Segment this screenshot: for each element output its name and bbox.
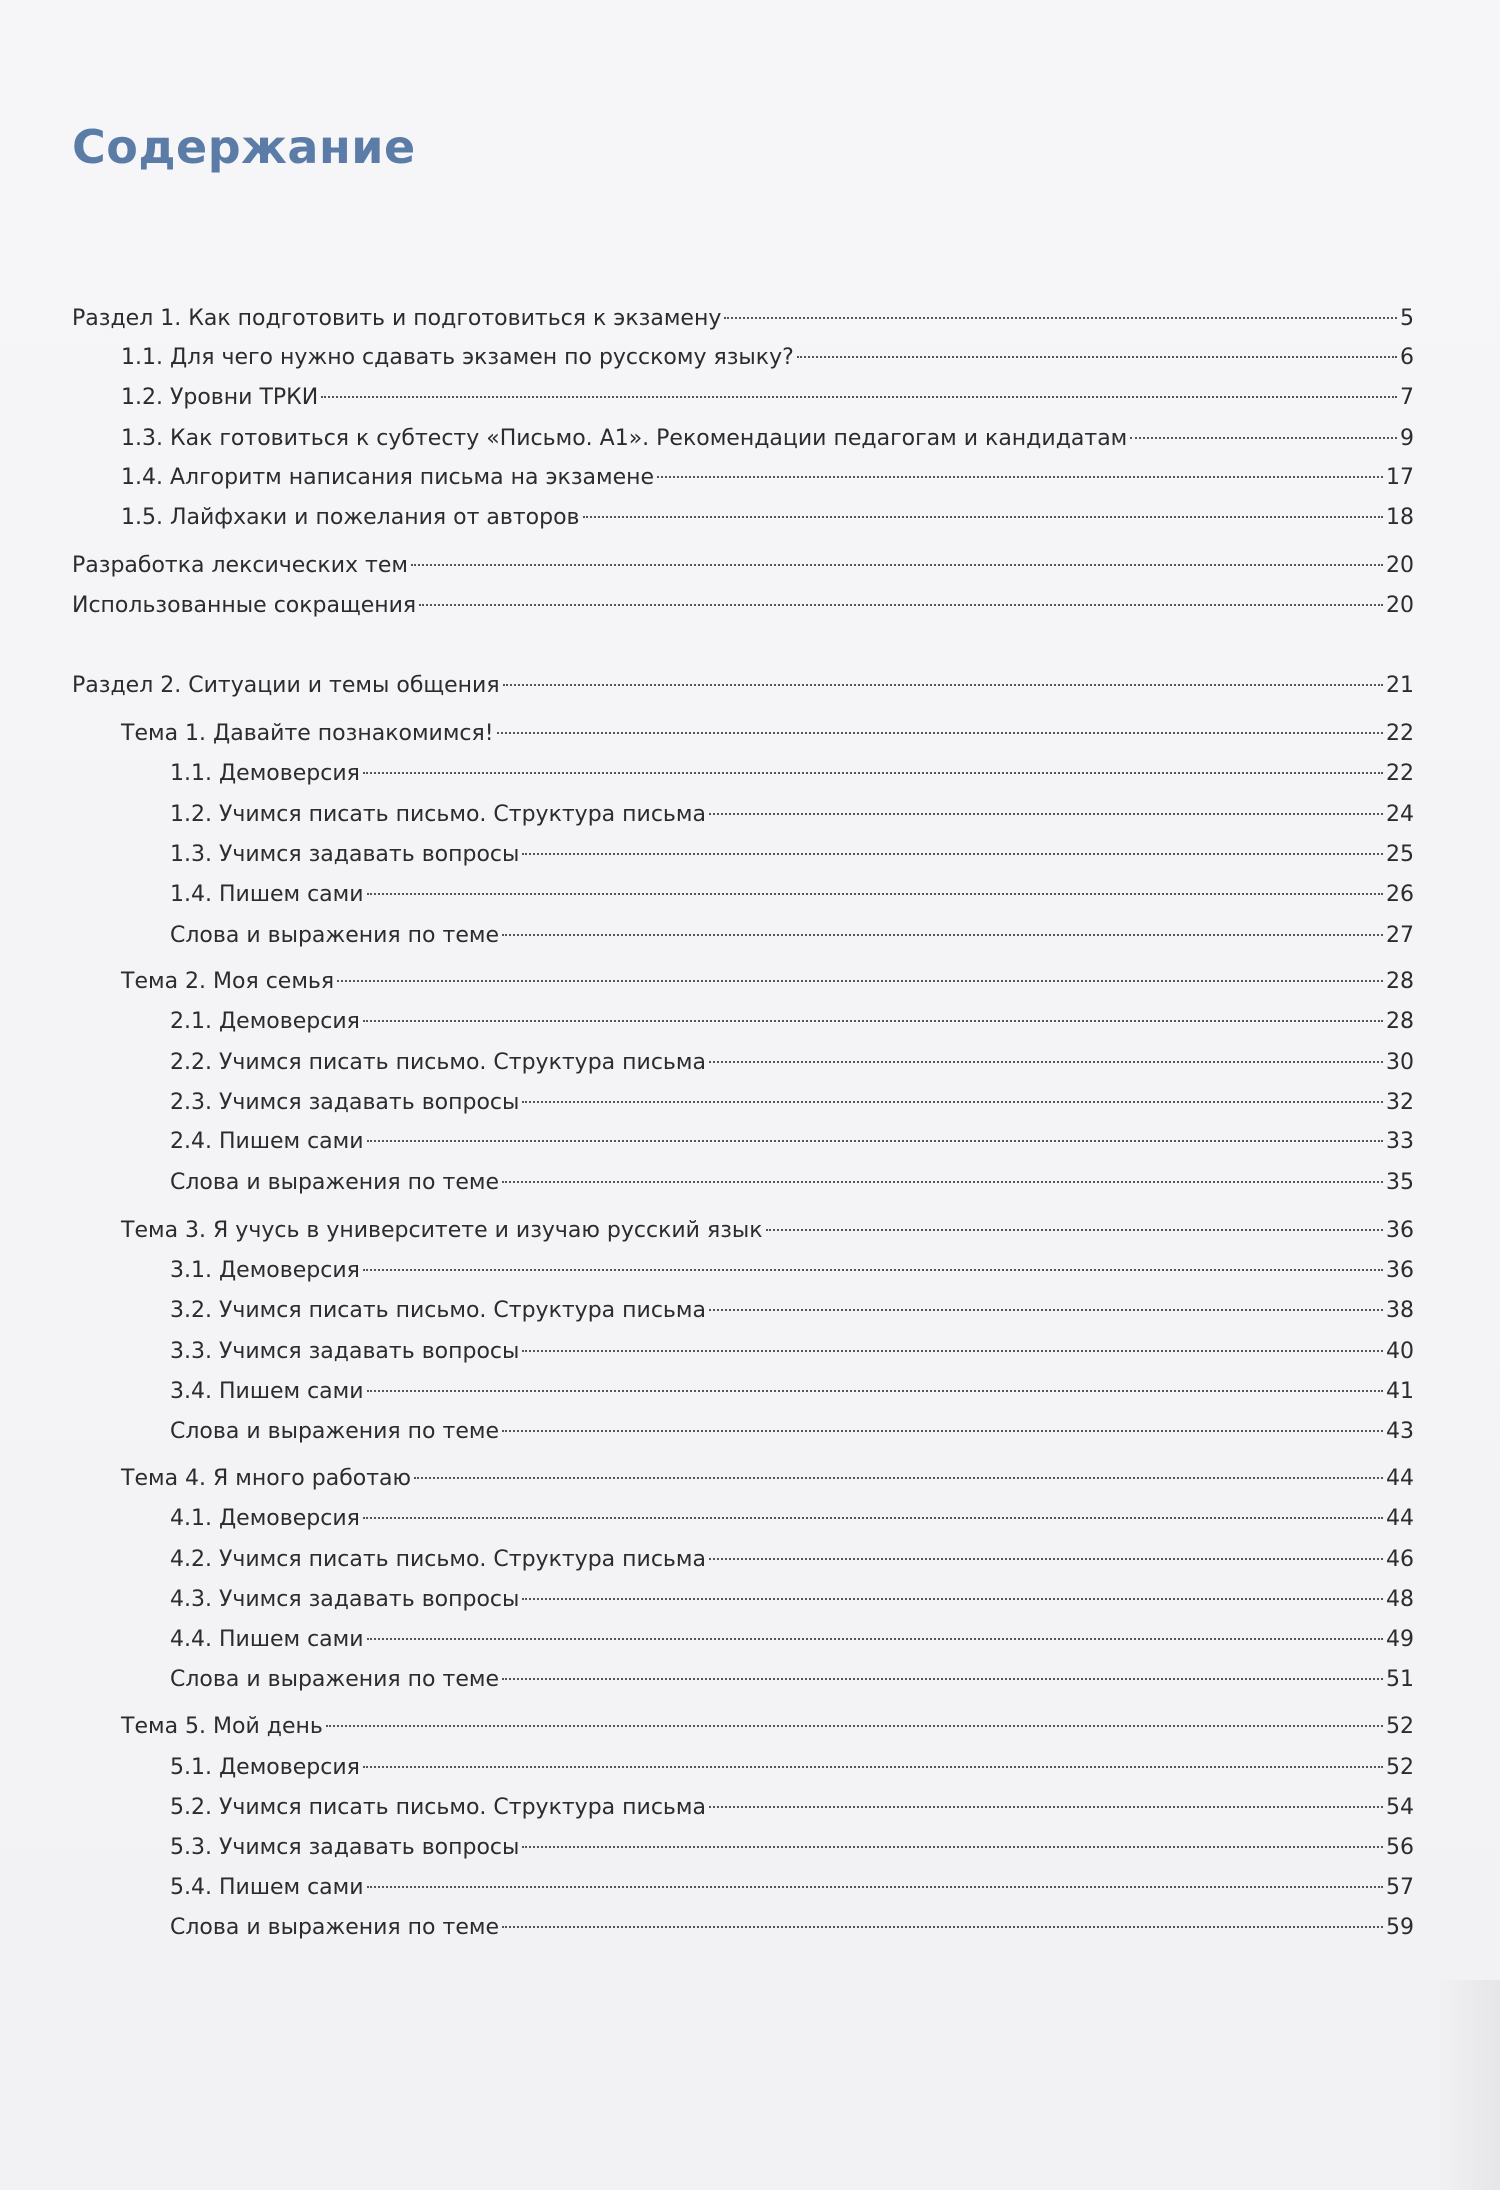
- dot-leader: [363, 772, 1383, 774]
- dot-leader: [503, 684, 1383, 686]
- toc-entry-label: 2.2. Учимся писать письмо. Структура письма: [170, 1050, 706, 1075]
- dot-leader: [709, 1309, 1383, 1311]
- toc-entry: [170, 1873, 1414, 1903]
- toc-entry-page-number: 22: [1386, 721, 1414, 746]
- toc-entry: [170, 759, 1414, 789]
- toc-entry-page-number: 56: [1386, 1835, 1414, 1860]
- dot-leader: [326, 1725, 1383, 1727]
- toc-entry: [170, 1417, 1414, 1447]
- toc-entry-page-number: 48: [1386, 1587, 1414, 1612]
- toc-entry: [121, 343, 1414, 373]
- dot-leader: [367, 1390, 1383, 1392]
- toc-entry: [170, 880, 1414, 910]
- dot-leader: [522, 853, 1383, 855]
- dot-leader: [709, 1061, 1383, 1063]
- toc-entry-label: Раздел 2. Ситуации и темы общения: [72, 673, 500, 698]
- toc-entry-page-number: 28: [1386, 1009, 1414, 1034]
- toc-entry: [72, 304, 1414, 334]
- dot-leader: [363, 1269, 1383, 1271]
- toc-entry-page-number: 51: [1386, 1667, 1414, 1692]
- toc-entry-page-number: 35: [1386, 1170, 1414, 1195]
- dot-leader: [321, 396, 1397, 398]
- toc-entry: [170, 1088, 1414, 1118]
- dot-leader: [522, 1350, 1383, 1352]
- toc-entry: [170, 1127, 1414, 1157]
- dot-leader: [363, 1517, 1383, 1519]
- toc-entry-label: Слова и выражения по теме: [170, 1667, 499, 1692]
- toc-entry-label: 1.2. Учимся писать письмо. Структура письма: [170, 802, 706, 827]
- toc-entry: [170, 1833, 1414, 1863]
- toc-entry-label: 5.3. Учимся задавать вопросы: [170, 1835, 520, 1860]
- toc-entry-label: 5.4. Пишем сами: [170, 1875, 364, 1900]
- toc-entry-page-number: 20: [1386, 593, 1414, 618]
- toc-entry: [170, 1793, 1414, 1823]
- toc-entry: [72, 591, 1414, 621]
- dot-leader: [1130, 437, 1397, 439]
- toc-entry-page-number: 5: [1400, 306, 1414, 331]
- toc-entry-page-number: 49: [1386, 1627, 1414, 1652]
- toc-entry: [121, 463, 1414, 493]
- dot-leader: [709, 1806, 1383, 1808]
- dot-leader: [337, 980, 1383, 982]
- toc-entry-label: Разработка лексических тем: [72, 553, 408, 578]
- toc-entry-label: 1.4. Алгоритм написания письма на экзамене: [121, 465, 655, 490]
- toc-entry: [121, 424, 1414, 454]
- toc-entry-label: Тема 5. Мой день: [121, 1714, 323, 1739]
- toc-entry-page-number: 43: [1386, 1419, 1414, 1444]
- toc-entry-page-number: 24: [1386, 802, 1414, 827]
- toc-entry-label: 4.2. Учимся писать письмо. Структура письма: [170, 1547, 706, 1572]
- toc-entry-page-number: 22: [1386, 761, 1414, 786]
- toc-entry-page-number: 6: [1400, 345, 1414, 370]
- toc-entry-page-number: 36: [1386, 1218, 1414, 1243]
- toc-entry-label: 1.4. Пишем сами: [170, 882, 364, 907]
- toc-entry-page-number: 40: [1386, 1339, 1414, 1364]
- toc-entry-label: 2.4. Пишем сами: [170, 1129, 364, 1154]
- toc-entry-page-number: 21: [1386, 673, 1414, 698]
- dot-leader: [363, 1020, 1383, 1022]
- dot-leader: [709, 813, 1383, 815]
- toc-entry-page-number: 36: [1386, 1258, 1414, 1283]
- toc-entry-label: 2.1. Демоверсия: [170, 1009, 360, 1034]
- toc-entry: [72, 551, 1414, 581]
- toc-entry-label: 4.3. Учимся задавать вопросы: [170, 1587, 520, 1612]
- toc-entry-page-number: 32: [1386, 1090, 1414, 1115]
- toc-entry-label: 1.1. Для чего нужно сдавать экзамен по русскому языку?: [121, 345, 794, 370]
- dot-leader: [502, 1678, 1383, 1680]
- dot-leader: [724, 317, 1397, 319]
- toc-entry: [121, 1464, 1414, 1494]
- toc-entry-label: Тема 3. Я учусь в университете и изучаю русский язык: [121, 1218, 763, 1243]
- toc-entry: [121, 967, 1414, 997]
- toc-entry-label: 3.2. Учимся писать письмо. Структура письма: [170, 1298, 706, 1323]
- toc-entry: [170, 1377, 1414, 1407]
- toc-entry-page-number: 20: [1386, 553, 1414, 578]
- toc-entry-page-number: 54: [1386, 1795, 1414, 1820]
- toc-entry-label: Использованные сокращения: [72, 593, 417, 618]
- toc-entry-label: Слова и выражения по теме: [170, 1915, 499, 1940]
- toc-entry: [72, 671, 1414, 701]
- toc-entry: [121, 1712, 1414, 1742]
- toc-entry-label: 1.1. Демоверсия: [170, 761, 360, 786]
- toc-entry-page-number: 17: [1386, 465, 1414, 490]
- dot-leader: [502, 1181, 1383, 1183]
- dot-leader: [414, 1477, 1383, 1479]
- toc-entry-page-number: 26: [1386, 882, 1414, 907]
- toc-entry-label: 1.2. Уровни ТРКИ: [121, 385, 319, 410]
- dot-leader: [583, 516, 1383, 518]
- dot-leader: [522, 1101, 1383, 1103]
- toc-entry-page-number: 38: [1386, 1298, 1414, 1323]
- toc-entry: [170, 1337, 1414, 1367]
- toc-entry-page-number: 18: [1386, 505, 1414, 530]
- toc-entry: [170, 1007, 1414, 1037]
- toc-entry-label: Тема 1. Давайте познакомимся!: [121, 721, 494, 746]
- toc-entry: [121, 383, 1414, 413]
- dot-leader: [522, 1598, 1383, 1600]
- dot-leader: [363, 1766, 1383, 1768]
- toc-entry-page-number: 57: [1386, 1875, 1414, 1900]
- toc-entry: [170, 1256, 1414, 1286]
- toc-entry-label: 4.1. Демоверсия: [170, 1506, 360, 1531]
- toc-entry-label: Раздел 1. Как подготовить и подготовиться к экзамену: [72, 306, 722, 331]
- toc-entry: [170, 800, 1414, 830]
- toc-entry-label: 2.3. Учимся задавать вопросы: [170, 1090, 520, 1115]
- toc-entry: [121, 719, 1414, 749]
- dot-leader: [367, 1140, 1383, 1142]
- toc-entry: [170, 1545, 1414, 1575]
- dot-leader: [502, 1926, 1383, 1928]
- toc-entry-label: 5.1. Демоверсия: [170, 1755, 360, 1780]
- dot-leader: [419, 604, 1383, 606]
- dot-leader: [367, 893, 1383, 895]
- toc-entry-label: Слова и выражения по теме: [170, 923, 499, 948]
- page-edge-shadow: [1440, 1980, 1500, 2190]
- toc-entry: [170, 1504, 1414, 1534]
- toc-entry-page-number: 44: [1386, 1466, 1414, 1491]
- toc-entry-page-number: 27: [1386, 923, 1414, 948]
- toc-entry-label: 3.1. Демоверсия: [170, 1258, 360, 1283]
- toc-entry-page-number: 28: [1386, 969, 1414, 994]
- dot-leader: [497, 732, 1383, 734]
- toc-entry-page-number: 46: [1386, 1547, 1414, 1572]
- dot-leader: [502, 934, 1383, 936]
- toc-entry-page-number: 30: [1386, 1050, 1414, 1075]
- dot-leader: [367, 1638, 1383, 1640]
- toc-entry-label: 1.3. Учимся задавать вопросы: [170, 842, 520, 867]
- toc-entry: [170, 1168, 1414, 1198]
- toc-entry-page-number: 44: [1386, 1506, 1414, 1531]
- toc-entry: [170, 1753, 1414, 1783]
- toc-entry: [170, 1296, 1414, 1326]
- toc-entry: [170, 1048, 1414, 1078]
- toc-entry-label: Тема 4. Я много работаю: [121, 1466, 412, 1491]
- dot-leader: [411, 564, 1383, 566]
- dot-leader: [522, 1846, 1383, 1848]
- toc-entry-page-number: 59: [1386, 1915, 1414, 1940]
- toc-entry: [170, 1585, 1414, 1615]
- toc-entry-page-number: 9: [1400, 426, 1414, 451]
- toc-entry: [170, 1665, 1414, 1695]
- dot-leader: [502, 1430, 1383, 1432]
- dot-leader: [709, 1558, 1383, 1560]
- toc-entry-page-number: 52: [1386, 1755, 1414, 1780]
- toc-entry-label: 5.2. Учимся писать письмо. Структура письма: [170, 1795, 706, 1820]
- dot-leader: [657, 476, 1383, 478]
- toc-entry-label: 3.4. Пишем сами: [170, 1379, 364, 1404]
- toc-entry-label: 1.5. Лайфхаки и пожелания от авторов: [121, 505, 580, 530]
- toc-entry: [170, 840, 1414, 870]
- toc-entry-page-number: 52: [1386, 1714, 1414, 1739]
- toc-entry: [170, 921, 1414, 951]
- toc-entry: [170, 1913, 1414, 1943]
- toc-entry-page-number: 33: [1386, 1129, 1414, 1154]
- dot-leader: [797, 356, 1397, 358]
- toc-entry-page-number: 25: [1386, 842, 1414, 867]
- dot-leader: [367, 1886, 1383, 1888]
- toc-entry: [170, 1625, 1414, 1655]
- toc-entry-label: 3.3. Учимся задавать вопросы: [170, 1339, 520, 1364]
- page-title: Содержание: [72, 120, 416, 174]
- toc-entry-label: Тема 2. Моя семья: [121, 969, 335, 994]
- toc-entry-label: 4.4. Пишем сами: [170, 1627, 364, 1652]
- toc-entry-page-number: 7: [1400, 385, 1414, 410]
- toc-entry-page-number: 41: [1386, 1379, 1414, 1404]
- toc-entry: [121, 1216, 1414, 1246]
- toc-entry-label: Слова и выражения по теме: [170, 1170, 499, 1195]
- toc-entry: [121, 503, 1414, 533]
- dot-leader: [766, 1229, 1383, 1231]
- toc-entry-label: 1.3. Как готовиться к субтесту «Письмо. А1». Рекомендации педагогам и кандидатам: [121, 426, 1128, 451]
- toc-entry-label: Слова и выражения по теме: [170, 1419, 499, 1444]
